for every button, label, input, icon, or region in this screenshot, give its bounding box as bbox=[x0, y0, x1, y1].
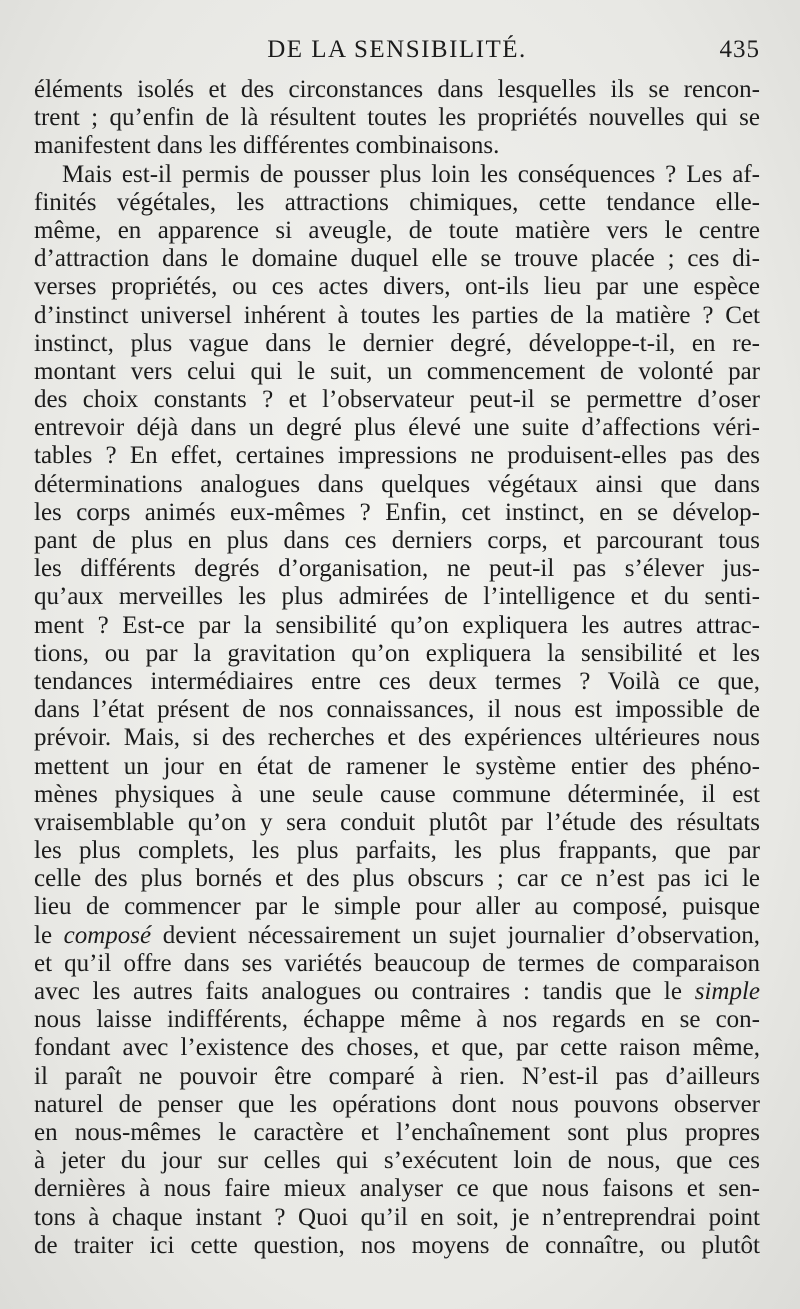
text-line: en nous-mêmes le caractère et l’enchaînement sont plus propres bbox=[34, 1118, 760, 1146]
text-run: avec les autres faits analogues ou contraires : tandis que le bbox=[34, 978, 695, 1005]
text-line: fondant avec l’existence des choses, et que, par cette raison même, bbox=[34, 1034, 760, 1062]
text-run: devient nécessairement un sujet journalier d’observation, bbox=[151, 921, 760, 949]
text-line: il paraît ne pouvoir être comparé à rien. N’est-il pas d’ailleurs bbox=[34, 1062, 760, 1090]
text-line: mettent un jour en état de ramener le système entier des phéno- bbox=[34, 752, 760, 780]
text-line: éléments isolés et des circonstances dans lesquelles ils se rencon- bbox=[34, 76, 760, 103]
text-line: celle des plus bornés et des plus obscurs ; car ce n’est pas ici le bbox=[34, 865, 760, 893]
text-line: les corps animés eux-mêmes ? Enfin, cet instinct, en se dévelop- bbox=[34, 498, 760, 526]
text-line: à jeter du jour sur celles qui s’exécutent loin de nous, que ces bbox=[34, 1147, 760, 1175]
text-line: les plus complets, les plus parfaits, les plus frappants, que par bbox=[34, 837, 760, 865]
text-line-with-italic bbox=[34, 922, 760, 950]
text-line-with-italic bbox=[34, 978, 760, 1006]
text-line: et qu’il offre dans ses variétés beaucoup de termes de comparaison bbox=[34, 949, 760, 977]
paragraph-first-line: Mais est-il permis de pousser plus loin les conséquences ? Les af- bbox=[62, 160, 760, 188]
text-line: prévoir. Mais, si des recherches et des expériences ultérieures nous bbox=[34, 724, 760, 752]
page-number: 435 bbox=[719, 36, 760, 63]
text-line: entrevoir déjà dans un degré plus élevé une suite d’affections véri- bbox=[34, 414, 760, 442]
text-line: tons à chaque instant ? Quoi qu’il en soit, je n’entreprendrai point bbox=[34, 1203, 760, 1231]
text-line: ment ? Est-ce par la sensibilité qu’on expliquera les autres attrac- bbox=[34, 611, 760, 639]
text-line: qu’aux merveilles les plus admirées de l’intelligence et du senti- bbox=[34, 583, 760, 611]
body-text bbox=[34, 76, 760, 1260]
text-line: montant vers celui qui le suit, un commencement de volonté par bbox=[34, 357, 760, 385]
text-line: tions, ou par la gravitation qu’on expliquera la sensibilité et les bbox=[34, 639, 760, 667]
text-line: verses propriétés, ou ces actes divers, ont-ils lieu par une espèce bbox=[34, 273, 760, 301]
text-line: les différents degrés d’organisation, ne peut-il pas s’élever jus- bbox=[34, 555, 760, 583]
text-line: trent ; qu’enfin de là résultent toutes les propriétés nouvelles qui se bbox=[34, 104, 760, 132]
text-line: vraisemblable qu’on y sera conduit plutôt par l’étude des résultats bbox=[34, 808, 760, 836]
text-line: pant de plus en plus dans ces derniers corps, et parcourant tous bbox=[34, 527, 760, 554]
text-line: lieu de commencer par le simple pour aller au composé, puisque bbox=[34, 893, 760, 921]
text-line: de traiter ici cette question, nos moyens de connaître, ou plutôt bbox=[34, 1231, 760, 1259]
text-line: d’instinct universel inhérent à toutes les parties de la matière ? Cet bbox=[34, 301, 760, 329]
text-line: dans l’état présent de nos connaissances, il nous est impossible de bbox=[34, 696, 760, 724]
text-line: nous laisse indifférents, échappe même à nos regards en se con- bbox=[34, 1006, 760, 1034]
text-line: déterminations analogues dans quelques végétaux ainsi que dans bbox=[34, 470, 760, 498]
text-line: même, en apparence si aveugle, de toute matière vers le centre bbox=[34, 216, 760, 244]
text-line: tables ? En effet, certaines impressions ne produisent-elles pas des bbox=[34, 442, 760, 470]
text-line: d’attraction dans le domaine duquel elle se trouve placée ; ces di- bbox=[34, 245, 760, 273]
text-line: dernières à nous faire mieux analyser ce que nous faisons et sen- bbox=[34, 1175, 760, 1203]
text-line: instinct, plus vague dans le dernier degré, développe-t-il, en re- bbox=[34, 329, 760, 357]
text-line: manifestent dans les différentes combinaisons. bbox=[34, 132, 500, 160]
text-line: mènes physiques à une seule cause commune déterminée, il est bbox=[34, 780, 760, 808]
text-line: des choix constants ? et l’observateur peut-il se permettre d’oser bbox=[34, 386, 760, 414]
text-line: naturel de penser que les opérations dont nous pouvons observer bbox=[34, 1090, 760, 1118]
running-head: DE LA SENSIBILITÉ. bbox=[267, 36, 527, 63]
text-run: le bbox=[34, 921, 64, 949]
text-line: tendances intermédiaires entre ces deux termes ? Voilà ce que, bbox=[34, 667, 760, 695]
text-line: finités végétales, les attractions chimiques, cette tendance elle- bbox=[34, 188, 760, 216]
page-header bbox=[34, 36, 760, 72]
italic-word: simple bbox=[694, 978, 760, 1005]
italic-word: composé bbox=[63, 921, 152, 949]
